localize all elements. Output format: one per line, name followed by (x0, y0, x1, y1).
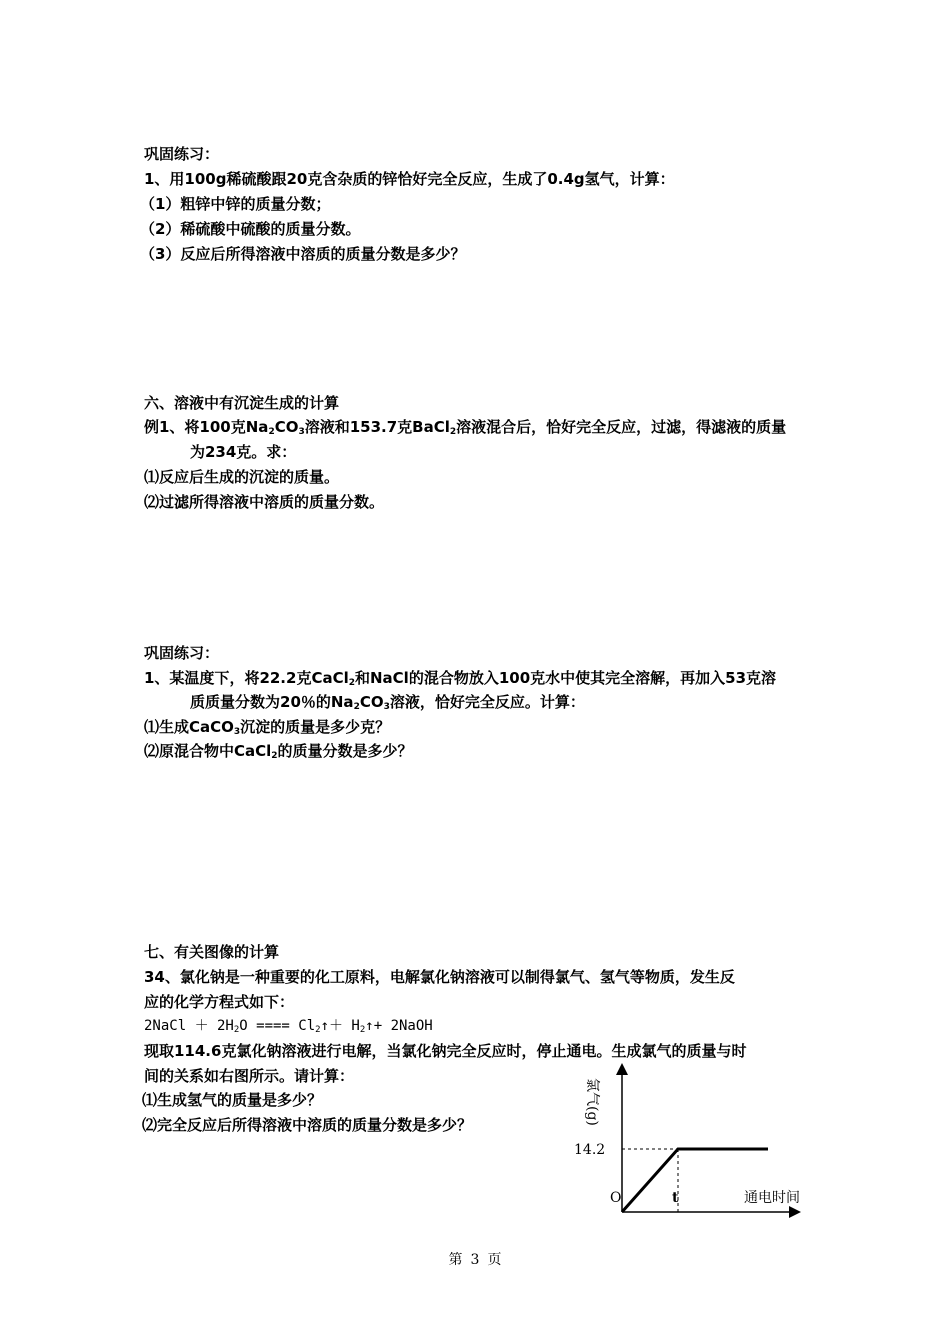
x-axis-label: 通电时间 (744, 1190, 800, 1206)
origin-label: O (610, 1190, 622, 1206)
question-34-part-2: ⑵完全反应后所得溶液中溶质的质量分数是多少？ (142, 1116, 473, 1134)
example-1-line-1: 例1、将100克$Na_2CO_3$溶液和153.7克BaCl$_2$溶液混合后，恰好完全反应，过滤，得滤液的质量 (144, 418, 787, 437)
practice-2-part-2: ⑵原混合物中CaCl$_2$的质量分数是多少？ (144, 742, 413, 761)
practice-heading-1: 巩固练习： (144, 145, 220, 163)
section-6-heading: 六、溶液中有沉淀生成的计算 (144, 394, 340, 412)
practice-2-part-1: ⑴生成CaCO$_3$沉淀的质量是多少克？ (144, 718, 391, 737)
question-34-line-4: 现取114.6克氯化钠溶液进行电解，当氯化钠完全反应时，停止通电。生成氯气的质量与时 (144, 1042, 747, 1060)
question-34-line-5: 间的关系如右图所示。请计算： (144, 1067, 355, 1085)
x-tick-label: t (672, 1190, 679, 1206)
example-1-part-1: ⑴反应后生成的沉淀的质量。 (144, 468, 340, 486)
chlorine-mass-chart (560, 1060, 820, 1220)
question-34-part-1: ⑴生成氢气的质量是多少？ (142, 1091, 323, 1109)
practice-part-3: （3）反应后所得溶液中溶质的质量分数是多少？ (140, 245, 466, 263)
chemical-equation: 2NaCl ＋ $2H_2O$ ==== $Cl_2↑+$ $H_2↑+$ 2NaOH (144, 1018, 433, 1035)
practice-question-1: 1、用100g稀硫酸跟20克含杂质的锌恰好完全反应，生成了0.4g氢气，计算： (144, 170, 675, 188)
y-tick-label: 14.2 (574, 1142, 606, 1158)
practice-part-1: （1）粗锌中锌的质量分数； (140, 195, 331, 213)
example-1-line-2: 为234克。求： (190, 443, 297, 461)
practice-2-line-1: 1、某温度下，将22.2克CaCl$_2$和NaCl的混合物放入100克水中使其完全溶解，再加入53克溶 (144, 669, 777, 688)
question-34-line-1: 34、氯化钠是一种重要的化工原料，电解氯化钠溶液可以制得氯气、氢气等物质，发生反 (144, 968, 735, 986)
practice-heading-2: 巩固练习： (144, 644, 220, 662)
question-34-line-2: 应的化学方程式如下： (144, 993, 295, 1011)
practice-part-2: （2）稀硫酸中硫酸的质量分数。 (140, 220, 361, 238)
page-footer: 第 3 页 (448, 1252, 502, 1268)
practice-2-line-2: 质质量分数为20％的$Na_2CO_3$溶液，恰好完全反应。计算： (190, 693, 585, 712)
y-axis-label: 氯气(g) (584, 1078, 600, 1126)
example-1-part-2: ⑵过滤所得溶液中溶质的质量分数。 (144, 493, 385, 511)
section-7-heading: 七、有关图像的计算 (144, 943, 280, 961)
